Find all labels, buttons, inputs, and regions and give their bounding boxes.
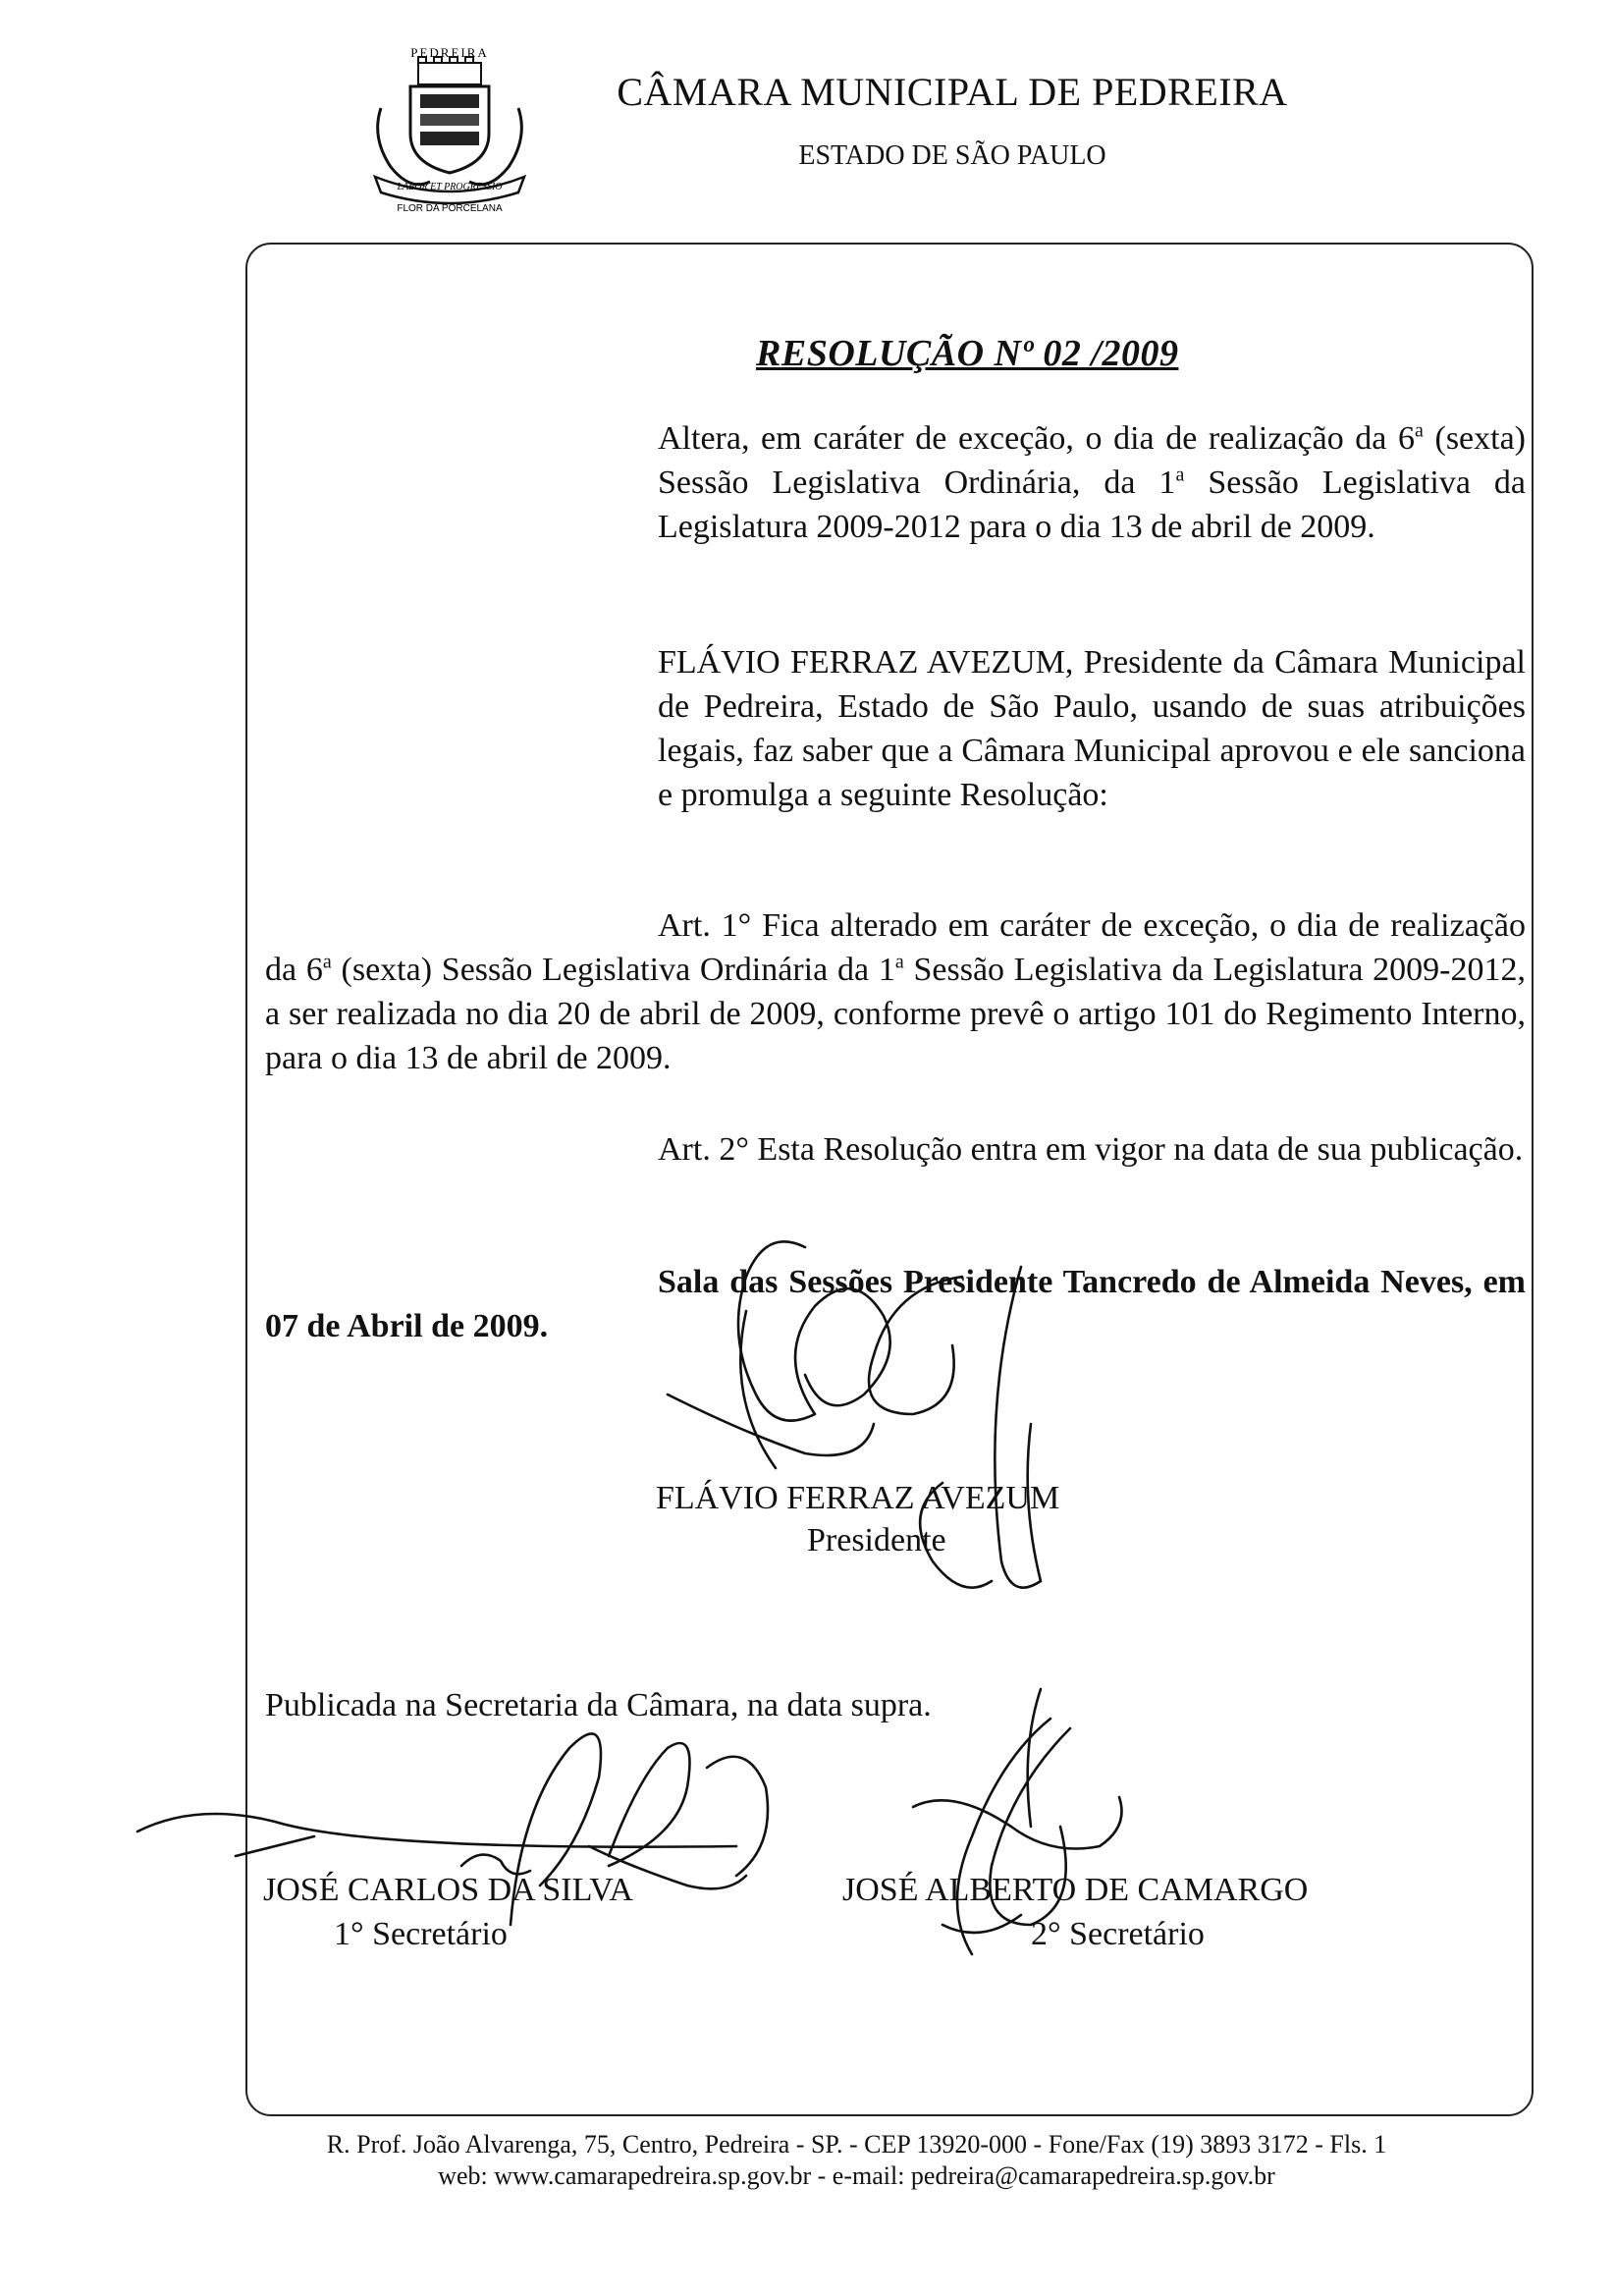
- secretary2-signature: [913, 1689, 1122, 1954]
- article-2: Art. 2° Esta Resolução entra em vigor na data de sua publicação.: [658, 1131, 1524, 1168]
- crest-motto-text: LABOR ET PROGRESSIO: [397, 182, 503, 192]
- secretary1-role: 1° Secretário: [334, 1916, 508, 1952]
- article-1: Art. 1° Fica alterado em caráter de exceção, o dia de realização da 6$^a$ (sexta) Sessão Legislativa Ordinária da 1$^a$ Sessão Legislativa da Legislatura 2009-2012, a ser realizada no dia 20 de abril de 2009, conforme prevê o artigo 101 do Regimento Interno, para o dia 13 de abril de 2009.: [265, 907, 1526, 1076]
- president-signature: [668, 1241, 1041, 1587]
- secretary2-role: 2° Secretário: [1031, 1916, 1205, 1952]
- resolution-preamble: FLÁVIO FERRAZ AVEZUM, Presidente da Câmara Municipal de Pedreira, Estado de São Paulo, usando de suas atribuições legais, faz saber que a Câmara Municipal aprovou e ele sanciona e promulga a seguinte Resolução:: [658, 644, 1526, 813]
- crest-caption-text: FLOR DA PORCELANA: [397, 203, 503, 214]
- secretary1-name: JOSÉ CARLOS DA SILVA: [263, 1872, 633, 1908]
- president-role: Presidente: [807, 1522, 946, 1558]
- session-room-date: Sala das Sessões Presidente Tancredo de Almeida Neves, em 07 de Abril de 2009.: [265, 1264, 1526, 1344]
- header-subtitle: ESTADO DE SÃO PAULO: [798, 140, 1106, 171]
- resolution-title: RESOLUÇÃO Nº 02 /2009: [756, 333, 1179, 374]
- header-title: CÂMARA MUNICIPAL DE PEDREIRA: [617, 70, 1288, 114]
- president-name: FLÁVIO FERRAZ AVEZUM: [656, 1480, 1060, 1516]
- resolution-summary: Altera, em caráter de exceção, o dia de realização da 6$^a$ (sexta) Sessão Legislativa Ordinária, da 1$^a$ Sessão Legislativa da Legislatura 2009-2012 para o dia 13 de abril de 2009.: [658, 419, 1526, 545]
- publication-note: Publicada na Secretaria da Câmara, na data supra.: [265, 1687, 932, 1723]
- secretary1-signature: [137, 1733, 768, 1925]
- footer-address: R. Prof. João Alvarenga, 75, Centro, Pedreira - SP. - CEP 13920-000 - Fone/Fax (19) 3893 3172 - Fls. 1: [326, 2130, 1387, 2159]
- crest-name-text: PEDREIRA: [410, 45, 489, 60]
- secretary2-name: JOSÉ ALBERTO DE CAMARGO: [842, 1872, 1309, 1908]
- footer-web: web: www.camarapedreira.sp.gov.br - e-mail: pedreira@camarapedreira.sp.gov.br: [438, 2161, 1275, 2190]
